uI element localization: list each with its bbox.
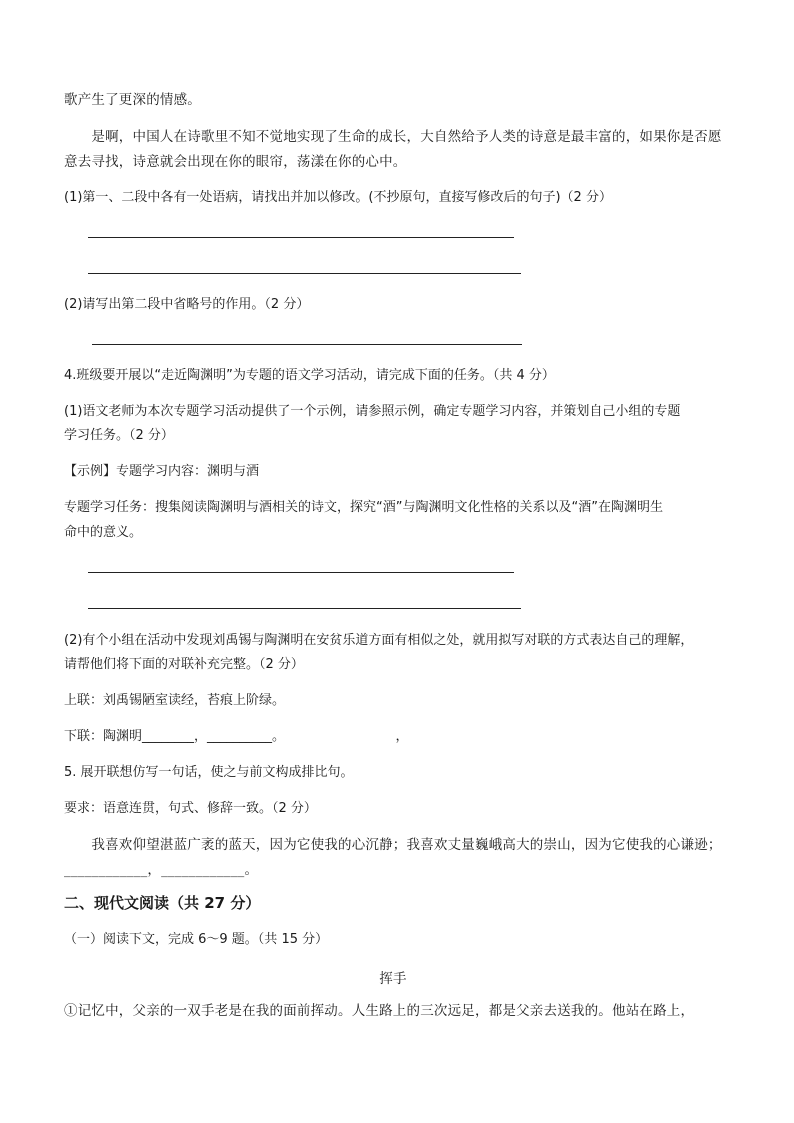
imitation-blank[interactable]: ____________，____________。: [64, 862, 259, 878]
article-title: 挥手: [379, 971, 407, 987]
imitation-sentence: 我喜欢仰望湛蓝广袤的蓝天，因为它使我的心沉静；我喜欢丈量巍峨高大的崇山，因为它使我的心谦逊；: [64, 837, 722, 853]
question-3-1: (1)第一、二段中各有一处语病，请找出并加以修改。(不抄原句，直接写修改后的句子)（2 分）: [64, 190, 612, 205]
question-4-1: (1)语文老师为本次专题学习活动提供了一个示例，请参照示例，确定专题学习内容，并策划自己小组的专题: [64, 404, 681, 419]
answer-line[interactable]: [88, 273, 521, 274]
couplet-lower[interactable]: 下联：陶渊明________，__________。 ，: [64, 729, 409, 744]
question-3-2: (2)请写出第二段中省略号的作用。（2 分）: [64, 297, 310, 312]
reading-instruction: （一）阅读下文，完成 6～9 题。（共 15 分）: [64, 932, 329, 947]
answer-line[interactable]: [88, 608, 521, 609]
paragraph-line: 是啊，中国人在诗歌里不知不觉地实现了生命的成长，大自然给予人类的诗意是最丰富的，如果你是否愿: [64, 129, 722, 145]
answer-line[interactable]: [92, 344, 522, 345]
answer-line[interactable]: [88, 237, 514, 238]
couplet-upper: 上联：刘禹锡陋室读经，苔痕上阶绿。: [64, 693, 286, 708]
question-4-2: (2)有个小组在活动中发现刘禹锡与陶渊明在安贫乐道方面有相似之处，就用拟写对联的方式表达自己的理解，: [64, 633, 694, 648]
article-paragraph: ①记忆中，父亲的一双手老是在我的面前挥动。人生路上的三次远足，都是父亲去送我的。他站在路上，: [64, 1003, 695, 1019]
example-task-cont: 命中的意义。: [64, 525, 143, 540]
question-4: 4.班级要开展以“走近陶渊明”为专题的语文学习活动，请完成下面的任务。（共 4 分）: [64, 368, 555, 383]
example-label: 【示例】专题学习内容：渊明与酒: [64, 464, 260, 479]
question-5: 5. 展开联想仿写一句话，使之与前文构成排比句。: [64, 765, 354, 780]
section-heading: 二、现代文阅读（共 27 分）: [64, 894, 261, 912]
question-5-requirement: 要求：语意连贯，句式、修辞一致。（2 分）: [64, 801, 317, 816]
question-4-1-cont: 学习任务。（2 分）: [64, 428, 174, 443]
answer-line[interactable]: [88, 572, 514, 573]
question-4-2-cont: 请帮他们将下面的对联补充完整。（2 分）: [64, 657, 304, 672]
paragraph-line: 意去寻找，诗意就会出现在你的眼帘，荡漾在你的心中。: [64, 154, 407, 170]
paragraph-continuation: 歌产生了更深的情感。: [64, 92, 201, 108]
example-task: 专题学习任务：搜集阅读陶渊明与酒相关的诗文，探究“酒”与陶渊明文化性格的关系以及“酒”在陶渊明生: [64, 500, 663, 515]
